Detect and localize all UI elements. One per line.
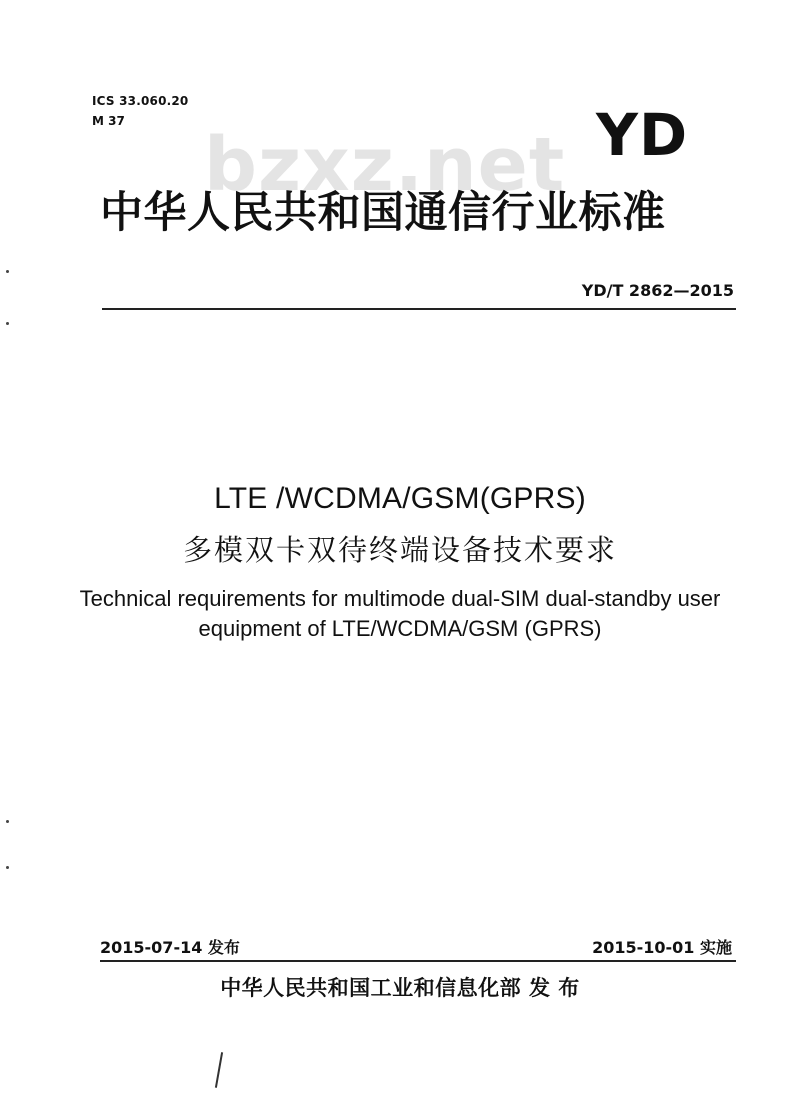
implement-date: 2015-10-01 实施 bbox=[592, 938, 732, 957]
issuer: 中华人民共和国工业和信息化部 发 布 bbox=[220, 975, 580, 1000]
bottom-divider bbox=[100, 960, 736, 962]
watermark: bzxz.net bbox=[204, 122, 566, 208]
title-english-line: LTE /WCDMA/GSM(GPRS) bbox=[214, 482, 586, 515]
scan-speck bbox=[6, 866, 9, 869]
title-english-line-1: Technical requirements for multimode dual-SIM dual-standby user bbox=[79, 586, 721, 611]
top-divider bbox=[102, 308, 736, 310]
scan-speck bbox=[6, 820, 9, 823]
publish-date: 2015-07-14 发布 bbox=[100, 938, 240, 957]
ics-code: ICS 33.060.20 bbox=[92, 94, 189, 108]
title-english-line-2: equipment of LTE/WCDMA/GSM (GPRS) bbox=[198, 616, 602, 641]
scan-speck bbox=[6, 270, 9, 273]
classification-number: M 37 bbox=[92, 114, 125, 128]
scan-mark bbox=[215, 1052, 223, 1088]
standard-code: YD/T 2862—2015 bbox=[581, 281, 734, 300]
title-chinese: 多模双卡双待终端设备技术要求 bbox=[182, 533, 617, 567]
yd-logo: YD bbox=[596, 101, 689, 169]
industry-standard-title: 中华人民共和国通信行业标准 bbox=[100, 188, 666, 238]
title-english-translation bbox=[0, 584, 800, 644]
scan-speck bbox=[6, 322, 9, 325]
